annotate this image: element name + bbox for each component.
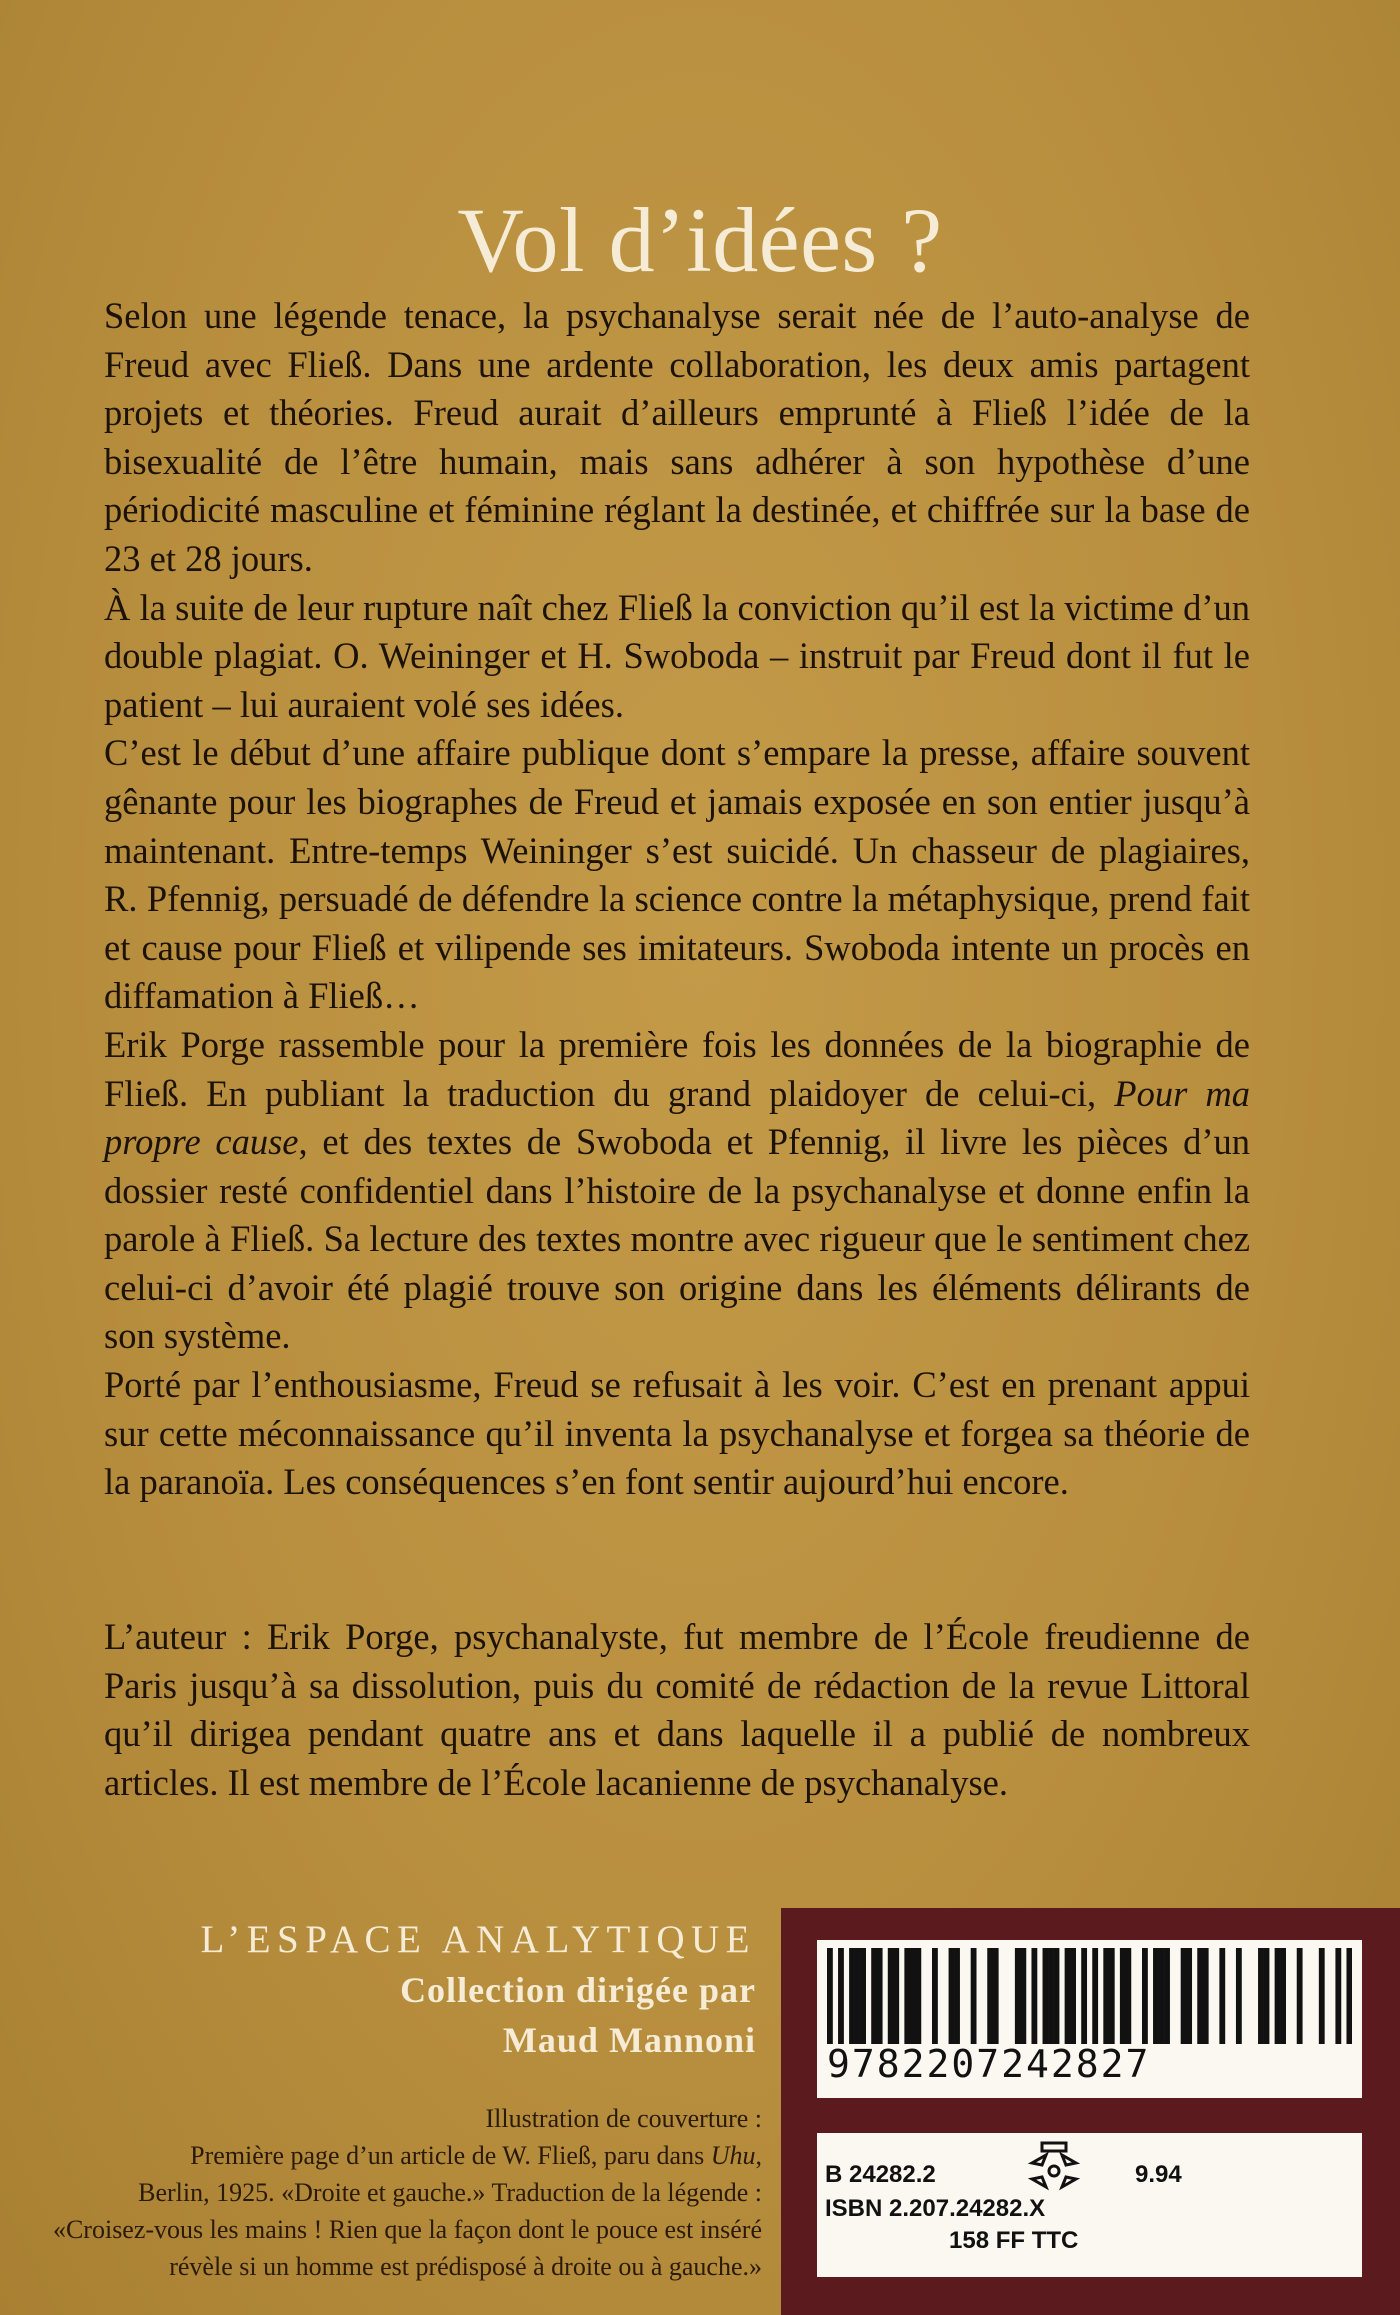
barcode-bar (1319, 1948, 1325, 2044)
isbn: ISBN 2.207.24282.X (825, 2195, 1046, 2222)
barcode-bar (1280, 1948, 1286, 2044)
barcode-bar (932, 1948, 938, 2044)
credits-heading: Illustration de couverture : (485, 2104, 762, 2133)
barcode-bar (1297, 1948, 1303, 2044)
barcode-bar (949, 1948, 955, 2044)
edition-date: 9.94 (1135, 2161, 1182, 2188)
barcode-bar (877, 1948, 883, 2044)
price: 158 FF TTC (949, 2227, 1079, 2254)
book-title-reference: Pour ma propre cause (104, 1072, 1251, 1163)
series-name: L’ESPACE ANALYTIQUE (200, 1918, 756, 1961)
barcode-bar (1015, 1948, 1021, 2044)
blurb-paragraph: À la suite de leur rupture naît chez Fließ la conviction qu’il est la victime d’un double plagiat. O. Weininger et H. Swoboda – instruit par Freud dont il fut le patient – lui auraient volé ses idées. (104, 586, 1250, 725)
barcode-bar (1043, 1948, 1049, 2044)
barcode-bar (971, 1948, 977, 2044)
collection-directed-by: Collection dirigée par (400, 1970, 756, 2010)
blurb-text: Erik Porge rassemble pour la première fois les données de la biographie de Fließ. En publiant la traduction du grand plaidoyer de celui-ci, (104, 1023, 1250, 1114)
barcode-bar (1203, 1948, 1209, 2044)
barcode-bar (1020, 1948, 1026, 2044)
barcode-bar (1186, 1948, 1192, 2044)
credits-line: Berlin, 1925. «Droite et gauche.» Traduction de la légende : (138, 2178, 762, 2207)
barcode-bar (987, 1948, 993, 2044)
barcode-bar (1258, 1948, 1264, 2044)
barcode (817, 1940, 1362, 2098)
barcode-bar (1109, 1948, 1115, 2044)
barcode-bar (1346, 1948, 1352, 2044)
barcode-bars (827, 1948, 1352, 2044)
barcode-bar (1031, 1948, 1037, 2044)
credits-text: Première page d’un article de W. Fließ, paru dans (190, 2141, 711, 2170)
barcode-bar (1070, 1948, 1076, 2044)
product-code: B 24282.2 (825, 2161, 936, 2188)
book-title: Vol d’idées ? (457, 188, 943, 291)
barcode-bar (915, 1948, 921, 2044)
barcode-bar (993, 1948, 999, 2044)
barcode-bar (838, 1948, 844, 2044)
barcode-bar (1125, 1948, 1131, 2044)
barcode-bar (893, 1948, 899, 2044)
blurb-text: , et des textes de Swoboda et Pfennig, il livre les pièces d’un dossier resté confidentiel dans l’histoire de la psychanalyse et donne enfin la parole à Fließ. Sa lecture des textes montre avec rigueur que le sentiment chez celui-ci d’avoir été plagié trouve son origine dans les éléments délirants de son système. (104, 1121, 1250, 1357)
barcode-panel (781, 1908, 1400, 2315)
barcode-bar (910, 1948, 916, 2044)
credits-text: , (755, 2141, 762, 2170)
barcode-bar (1264, 1948, 1270, 2044)
barcode-bar (860, 1948, 866, 2044)
barcode-bar (1153, 1948, 1159, 2044)
credits-line: révèle si un homme est prédisposé à droite ou à gauche.» (169, 2252, 762, 2281)
barcode-bar (1065, 1948, 1071, 2044)
barcode-bar (1164, 1948, 1170, 2044)
barcode-digits: 9782207242827 (827, 2042, 1151, 2086)
credits-publication: Uhu (710, 2141, 756, 2170)
barcode-bar (1054, 1948, 1060, 2044)
barcode-bar (1236, 1948, 1242, 2044)
barcode-bar (827, 1948, 833, 2044)
publisher-logo-icon (1024, 2139, 1084, 2193)
cover-credits (36, 2100, 762, 2285)
barcode-bar (1081, 1948, 1087, 2044)
barcode-bar (1197, 1948, 1203, 2044)
collection-director: Maud Mannoni (502, 2020, 756, 2060)
blurb-paragraph: Porté par l’enthousiasme, Freud se refusait à les voir. C’est en prenant appui sur cette méconnaissance qu’il inventa la psychanalyse et forgea sa théorie de la paranoïa. Les conséquences s’en font sentir aujourd’hui encore. (104, 1364, 1250, 1503)
credits-line: «Croisez-vous les mains ! Rien que la façon dont le pouce est inséré (52, 2215, 762, 2244)
barcode-bar (1219, 1948, 1225, 2044)
barcode-bar (1159, 1948, 1165, 2044)
barcode-bar (1120, 1948, 1126, 2044)
barcode-bar (1092, 1948, 1098, 2044)
barcode-bar (954, 1948, 960, 2044)
credits-line (36, 2137, 762, 2174)
barcode-bar (1335, 1948, 1341, 2044)
barcode-bar (849, 1948, 855, 2044)
blurb-paragraph: C’est le début d’une affaire publique dont s’empare la presse, affaire souvent gênante pour les biographes de Freud et jamais exposée en son entier jusqu’à maintenant. Entre-temps Weininger s’est suicidé. Un chasseur de plagiaires, R. Pfennig, persuadé de défendre la science contre la métaphysique, prend fait et cause pour Fließ et vilipende ses imitateurs. Swoboda intente un procès en diffamation à Fließ… (104, 732, 1250, 1017)
collection-info (80, 1915, 756, 2065)
blurb (104, 292, 1250, 1507)
barcode-bar (1048, 1948, 1054, 2044)
blurb-paragraph: Selon une légende tenace, la psychanalyse serait née de l’auto-analyse de Freud avec Fließ. Dans une ardente collaboration, les deux amis partagent projets et théories. Freud aurait d’ailleurs emprunté à Fließ l’idée de la bisexualité de l’être humain, mais sans adhérer à son hypothèse d’une périodicité masculine et féminine réglant la destinée, et chiffrée sur la base de 23 et 28 jours. (104, 295, 1250, 579)
barcode-bar (1181, 1948, 1187, 2044)
barcode-bar (855, 1948, 861, 2044)
price-block (817, 2133, 1362, 2277)
barcode-bar (1103, 1948, 1109, 2044)
author-note: L’auteur : Erik Porge, psychanalyste, fut membre de l’École freudienne de Paris jusqu’à sa dissolution, puis du comité de rédaction de la revue Littoral qu’il dirigea pendant quatre ans et dans laquelle il a publié de nombreux articles. Il est membre de l’École lacanienne de psychanalyse. (104, 1616, 1250, 1803)
blurb-paragraph (104, 1021, 1250, 1361)
barcode-bar (904, 1948, 910, 2044)
barcode-bar (888, 1948, 894, 2044)
barcode-bar (1275, 1948, 1281, 2044)
barcode-bar (871, 1948, 877, 2044)
barcode-bar (1142, 1948, 1148, 2044)
